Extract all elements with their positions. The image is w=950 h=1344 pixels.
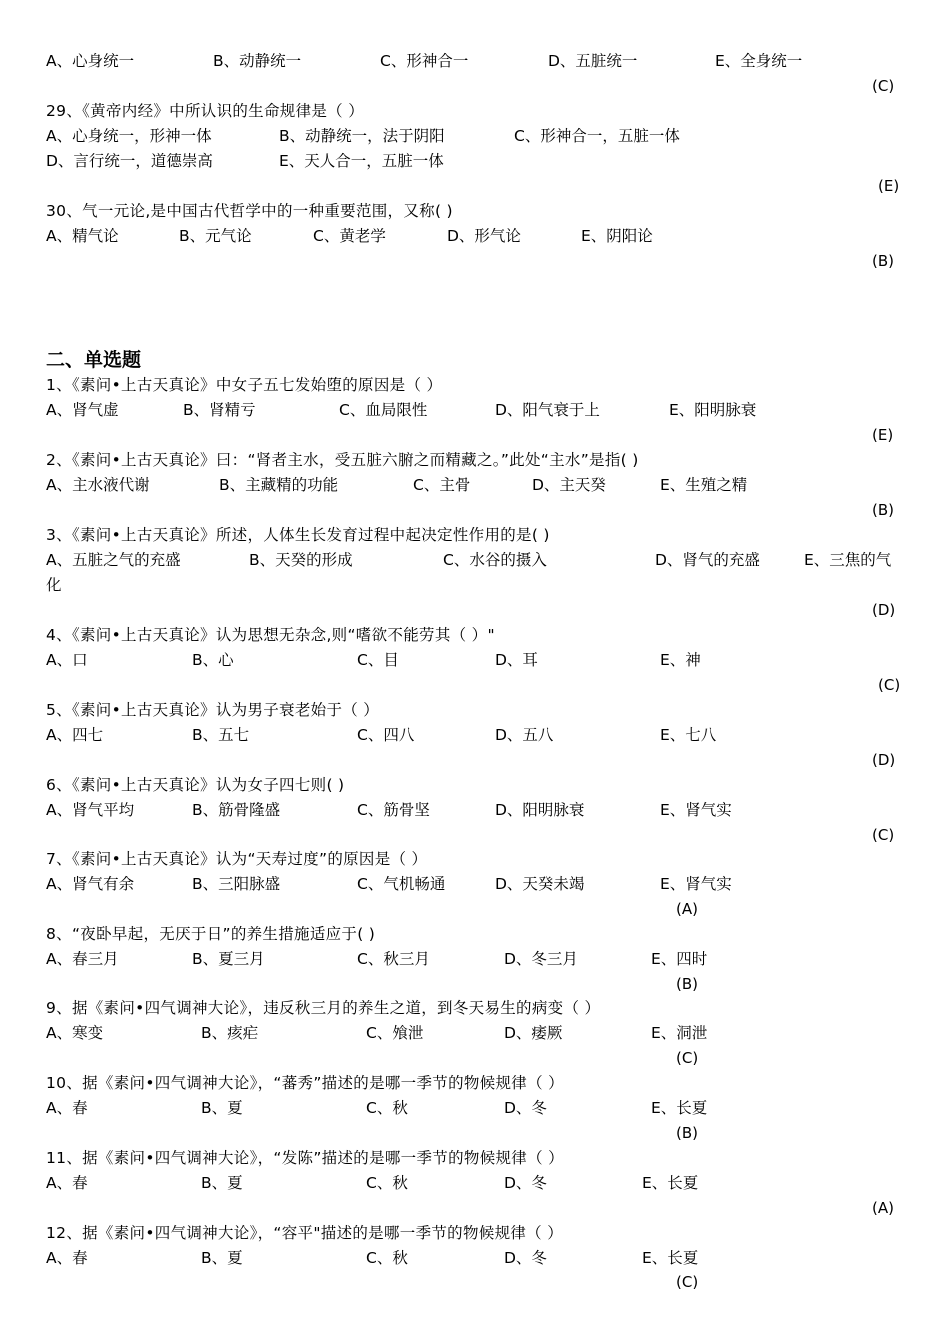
option-c: C、秋 xyxy=(366,1174,408,1192)
question-text: 9、据《素问•四气调神大论》，违反秋三月的养生之道，到冬天易生的病变（ ） xyxy=(46,999,601,1017)
question-2 xyxy=(46,448,916,498)
answer-28: (C) xyxy=(872,77,895,95)
option-e: E、全身统一 xyxy=(715,52,803,70)
question-5 xyxy=(46,698,916,748)
option-d: D、言行统一，道德崇高 xyxy=(46,152,213,170)
option-b: B、元气论 xyxy=(179,227,252,245)
option-e: E、生殖之精 xyxy=(660,476,748,494)
answer-6: (C) xyxy=(872,826,895,844)
option-c: C、飧泄 xyxy=(366,1024,424,1042)
question-text: 1、《素问•上古天真论》中女子五七发始堕的原因是（ ） xyxy=(46,376,443,394)
question-text: 6、《素问•上古天真论》认为女子四七则( ) xyxy=(46,776,345,794)
option-b: B、动静统一，法于阴阳 xyxy=(279,127,445,145)
option-c: C、目 xyxy=(357,651,399,669)
options-row xyxy=(46,473,916,498)
answer-29: (E) xyxy=(878,177,900,195)
option-b: B、筋骨隆盛 xyxy=(192,801,281,819)
option-a: A、春 xyxy=(46,1099,88,1117)
question-text: 3、《素问•上古天真论》所述，人体生长发育过程中起决定性作用的是( ) xyxy=(46,526,550,544)
option-a: A、心身统一，形神一体 xyxy=(46,127,212,145)
option-d: D、耳 xyxy=(495,651,538,669)
answer-12: (C) xyxy=(676,1273,699,1291)
option-c: C、秋 xyxy=(366,1249,408,1267)
question-text: 29、《黄帝内经》中所认识的生命规律是（ ） xyxy=(46,102,365,120)
option-c: C、形神合一 xyxy=(380,52,469,70)
option-d: D、五八 xyxy=(495,726,554,744)
option-e: E、阳明脉衰 xyxy=(669,401,757,419)
section-title: 二、单选题 xyxy=(46,349,142,371)
options-row xyxy=(46,798,916,823)
option-e: E、七八 xyxy=(660,726,717,744)
question-8 xyxy=(46,922,916,972)
question-text: 12、据《素问•四气调神大论》，“容平"描述的是哪一季节的物候规律（ ） xyxy=(46,1224,564,1242)
option-e: E、阴阳论 xyxy=(581,227,653,245)
option-b: B、三阳脉盛 xyxy=(192,875,281,893)
option-e: E、肾气实 xyxy=(660,875,732,893)
question-29 xyxy=(46,99,916,174)
options-row xyxy=(46,49,916,74)
option-d: D、痿厥 xyxy=(504,1024,563,1042)
question-3 xyxy=(46,523,916,598)
question-10 xyxy=(46,1071,916,1121)
option-c: C、水谷的摄入 xyxy=(443,551,547,569)
option-b: B、夏 xyxy=(201,1249,243,1267)
option-a: A、肾气有余 xyxy=(46,875,135,893)
option-a: A、寒变 xyxy=(46,1024,104,1042)
option-a: A、肾气平均 xyxy=(46,801,135,819)
question-6 xyxy=(46,773,916,823)
question-text: 11、据《素问•四气调神大论》，“发陈”描述的是哪一季节的物候规律（ ） xyxy=(46,1149,564,1167)
question-1 xyxy=(46,373,916,423)
option-b: B、夏 xyxy=(201,1099,243,1117)
option-a: A、春 xyxy=(46,1174,88,1192)
question-12 xyxy=(46,1221,916,1271)
option-c: C、黄老学 xyxy=(313,227,386,245)
options-row-1 xyxy=(46,124,916,149)
option-e: E、四时 xyxy=(651,950,708,968)
options-row xyxy=(46,1171,916,1196)
option-d: D、主天癸 xyxy=(532,476,606,494)
answer-4: (C) xyxy=(878,676,901,694)
question-4 xyxy=(46,623,916,673)
question-30 xyxy=(46,199,916,249)
options-row xyxy=(46,947,916,972)
options-row xyxy=(46,1246,916,1271)
option-a: A、心身统一 xyxy=(46,52,135,70)
option-c: C、血局限性 xyxy=(339,401,428,419)
answer-5: (D) xyxy=(872,751,896,769)
question-9 xyxy=(46,996,916,1046)
question-11 xyxy=(46,1146,916,1196)
options-row xyxy=(46,648,916,673)
option-a: A、主水液代谢 xyxy=(46,476,150,494)
option-d: D、冬 xyxy=(504,1099,547,1117)
option-e: E、神 xyxy=(660,651,701,669)
answer-10: (B) xyxy=(676,1124,698,1142)
option-a: A、肾气虚 xyxy=(46,401,119,419)
option-e: E、肾气实 xyxy=(660,801,732,819)
option-d: D、五脏统一 xyxy=(548,52,638,70)
options-row xyxy=(46,723,916,748)
option-d: D、冬三月 xyxy=(504,950,578,968)
question-text: 4、《素问•上古天真论》认为思想无杂念,则“嗜欲不能劳其（ ）" xyxy=(46,626,495,644)
option-b: B、主藏精的功能 xyxy=(219,476,339,494)
question-text: 30、气一元论,是中国古代哲学中的一种重要范围，又称( ) xyxy=(46,202,453,220)
question-text: 10、据《素问•四气调神大论》，“蕃秀”描述的是哪一季节的物候规律（ ） xyxy=(46,1074,564,1092)
option-b: B、心 xyxy=(192,651,234,669)
option-e: E、长夏 xyxy=(642,1174,699,1192)
option-b: B、五七 xyxy=(192,726,250,744)
option-e: E、长夏 xyxy=(651,1099,708,1117)
options-row-2 xyxy=(46,149,916,174)
option-b: B、夏三月 xyxy=(192,950,265,968)
answer-30: (B) xyxy=(872,252,894,270)
option-a: A、精气论 xyxy=(46,227,119,245)
options-row xyxy=(46,872,916,897)
option-a: A、口 xyxy=(46,651,88,669)
options-row xyxy=(46,1021,916,1046)
answer-1: (E) xyxy=(872,426,894,444)
options-row xyxy=(46,398,916,423)
answer-9: (C) xyxy=(676,1049,699,1067)
option-c: C、筋骨坚 xyxy=(357,801,430,819)
answer-2: (B) xyxy=(872,501,894,519)
question-text: 8、“夜卧早起，无厌于日”的养生措施适应于( ) xyxy=(46,925,376,943)
option-a: A、春三月 xyxy=(46,950,119,968)
option-d: D、冬 xyxy=(504,1174,547,1192)
option-b: B、天癸的形成 xyxy=(249,551,353,569)
options-row xyxy=(46,548,916,573)
option-a: A、四七 xyxy=(46,726,104,744)
options-row xyxy=(46,224,916,249)
question-28 xyxy=(46,49,916,74)
option-e: E、长夏 xyxy=(642,1249,699,1267)
option-c: C、四八 xyxy=(357,726,415,744)
option-d: D、阳气衰于上 xyxy=(495,401,600,419)
option-e: E、天人合一，五脏一体 xyxy=(279,152,444,170)
option-c: C、气机畅通 xyxy=(357,875,446,893)
option-e: E、洞泄 xyxy=(651,1024,708,1042)
option-d: D、天癸未竭 xyxy=(495,875,585,893)
answer-7: (A) xyxy=(676,900,698,918)
option-e-continuation: 化 xyxy=(46,576,62,594)
question-7 xyxy=(46,847,916,897)
question-text: 7、《素问•上古天真论》认为“天寿过度”的原因是（ ） xyxy=(46,850,428,868)
option-d: D、肾气的充盛 xyxy=(655,551,760,569)
option-d: D、形气论 xyxy=(447,227,521,245)
option-b: B、肾精亏 xyxy=(183,401,256,419)
answer-11: (A) xyxy=(872,1199,894,1217)
option-d: D、冬 xyxy=(504,1249,547,1267)
option-c: C、主骨 xyxy=(413,476,471,494)
option-d: D、阳明脉衰 xyxy=(495,801,585,819)
question-text: 2、《素问•上古天真论》曰：“肾者主水，受五脏六腑之而精藏之。”此处“主水”是指( ) xyxy=(46,451,639,469)
answer-3: (D) xyxy=(872,601,896,619)
option-a: A、春 xyxy=(46,1249,88,1267)
question-text: 5、《素问•上古天真论》认为男子衰老始于（ ） xyxy=(46,701,380,719)
option-b: B、夏 xyxy=(201,1174,243,1192)
option-a: A、五脏之气的充盛 xyxy=(46,551,181,569)
option-c: C、形神合一，五脏一体 xyxy=(514,127,680,145)
option-b: B、痎疟 xyxy=(201,1024,259,1042)
option-e: E、三焦的气 xyxy=(804,551,892,569)
option-c: C、秋三月 xyxy=(357,950,430,968)
option-c: C、秋 xyxy=(366,1099,408,1117)
answer-8: (B) xyxy=(676,975,698,993)
option-b: B、动静统一 xyxy=(213,52,302,70)
options-row xyxy=(46,1096,916,1121)
